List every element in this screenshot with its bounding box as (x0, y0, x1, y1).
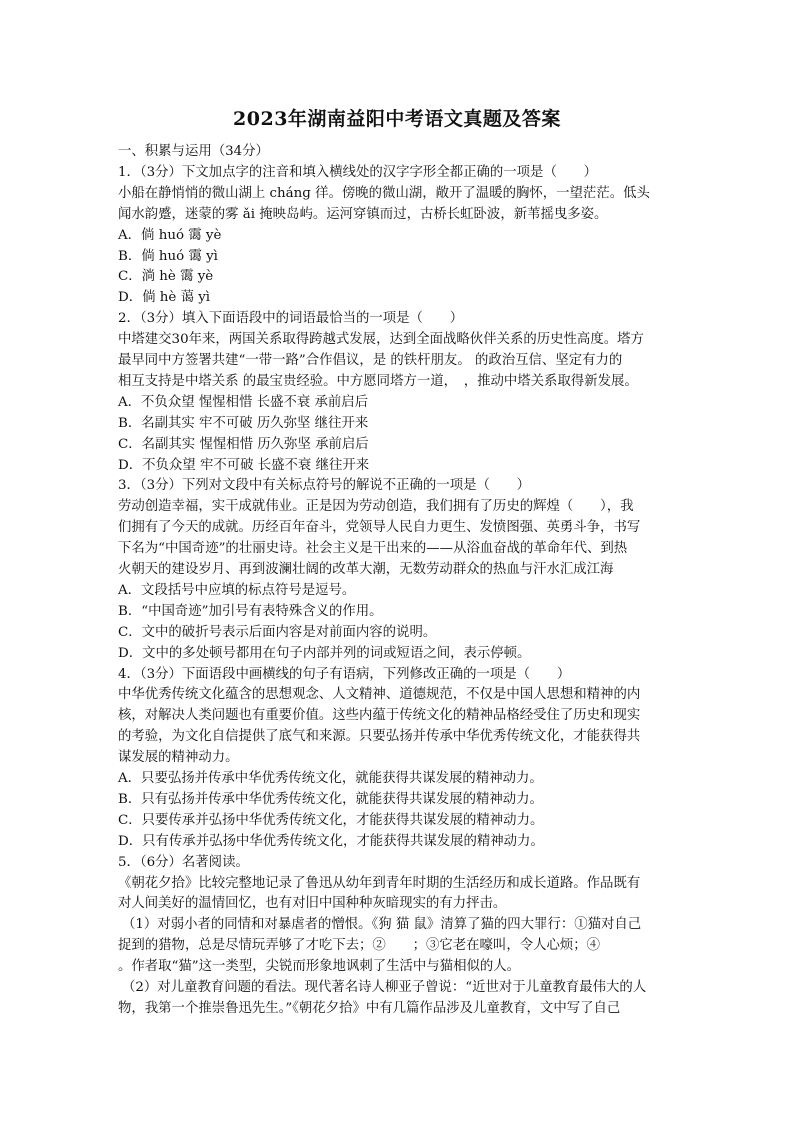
text-line: 劳动创造幸福，实干成就伟业。正是因为劳动创造，我们拥有了历史的辉煌（ ），我 (118, 499, 634, 515)
text-line: A．文段括号中应填的标点符号是逗号。 (118, 582, 356, 598)
text-line: 小船在静悄悄的微山湖上 chánɡ 徉。傍晚的微山湖，敞开了温暖的胸怀，一望茫茫。低头 (118, 185, 650, 201)
text-line: 最早同中方签署共建“一带一路”合作倡议，是 的铁杆朋友。 的政治互信、坚定有力的 (118, 353, 623, 368)
text-line: B．“中国奇迹”加引号有表特殊含义的作用。 (118, 603, 383, 619)
text-line: D．只有传承并弘扬中华优秀传统文化，才能获得共谋发展的精神动力。 (118, 833, 544, 849)
text-line: 火朝天的建设岁月、再到波澜壮阔的改革大潮，无数劳动群众的热血与汗水汇成江海 (118, 562, 614, 577)
text-line: 2．（3分）填入下面语段中的词语最恰当的一项是（ ） (118, 311, 464, 327)
document-title: 2023年湖南益阳中考语文真题及答案 (233, 108, 561, 130)
text-line: C．淌 hè 霭 yè (118, 269, 214, 285)
text-line: B．名副其实 牢不可破 历久弥坚 继往开来 (118, 415, 369, 431)
text-line: D．文中的多处顿号都用在句子内部并列的词或短语之间，表示停顿。 (118, 645, 531, 661)
text-line: 1．（3分）下文加点字的注音和填入横线处的汉字字形全都正确的一项是（ ） (118, 164, 598, 180)
text-line: D．倘 hè 蔼 yì (118, 290, 211, 306)
text-line: C．文中的破折号表示后面内容是对前面内容的说明。 (118, 624, 437, 640)
text-line: 下名为“中国奇迹”的壮丽史诗。社会主义是干出来的——从浴血奋战的革命年代、到热 (118, 541, 628, 557)
text-line: B．只有弘扬并传承中华优秀传统文化，就能获得共谋发展的精神动力。 (118, 791, 543, 807)
text-line: 4．（3分）下面语段中画横线的句子有语病，下列修改正确的一项是（ ） (118, 666, 571, 682)
text-line: 中塔建交30年来，两国关系取得跨越式发展，达到全面战略伙伴关系的历史性高度。塔方 (118, 332, 644, 348)
text-line: C．只要传承并弘扬中华优秀传统文化，才能获得共谋发展的精神动力。 (118, 812, 544, 828)
text-line: （1）对弱小者的同情和对暴虐者的憎恨。《狗 猫 鼠》清算了猫的四大罪行：①猫对自己 (122, 917, 642, 933)
text-line: （2）对儿童教育问题的看法。现代著名诗人柳亚子曾说：“近世对于儿童教育最伟大的人 (122, 980, 647, 995)
text-line: B．倘 huó 霭 yì (118, 248, 218, 264)
text-line: 的考验，为文化自信提供了底气和来源。只要弘扬并传承中华优秀传统文化，才能获得共 (118, 729, 641, 745)
text-line: 核，对解决人类问题也有重要价值。这些内蕴于传统文化的精神品格经受住了历史和现实 (118, 708, 641, 724)
text-line: 闻水韵蹙，迷蒙的雾 ǎi 掩映岛屿。运河穿镇而过，古桥长虹卧波，新苇摇曳多姿。 (118, 206, 608, 222)
text-line: 捉到的猎物，总是尽情玩弄够了才吃下去；② ；③它老在嚎叫，令人心烦；④ (118, 938, 601, 954)
text-line: C．名副其实 惺惺相惜 历久弥坚 承前启后 (118, 436, 369, 452)
text-line: 5．（6分）名著阅读。 (118, 854, 249, 870)
text-line: 《朝花夕拾》比较完整地记录了鲁迅从幼年到青年时期的生活经历和成长道路。作品既有 (118, 875, 641, 891)
text-line: 对人间美好的温情回忆，也有对旧中国种种灰暗现实的有力抨击。 (118, 896, 507, 912)
text-line: 物，我第一个推崇鲁迅先生。”《朝花夕拾》中有几篇作品涉及儿童教育，文中写了自己 (118, 1000, 621, 1016)
text-line: A．只要弘扬并传承中华优秀传统文化，就能获得共谋发展的精神动力。 (118, 771, 543, 786)
text-line: D．不负众望 牢不可破 长盛不衰 继往开来 (118, 457, 370, 473)
text-line: 一、积累与运用（34分） (118, 144, 269, 159)
text-line: A．倘 huó 霭 yè (118, 227, 222, 243)
text-line: 相互支持是中塔关系 的最宝贵经验。中方愿同塔方一道， ，推动中塔关系取得新发展。 (118, 373, 638, 389)
text-line: A．不负众望 惺惺相惜 长盛不衰 承前启后 (118, 394, 369, 410)
text-line: 。作者取“猫”这一类型，尖锐而形象地讽刺了生活中与猫相似的人。 (118, 959, 521, 975)
text-line: 谋发展的精神动力。 (118, 750, 239, 766)
text-line: 3．（3分）下列对文段中有关标点符号的解说不正确的一项是（ ） (118, 478, 531, 494)
text-line: 中华优秀传统文化蕴含的思想观念、人文精神、道德规范，不仅是中国人思想和精神的内 (118, 687, 641, 703)
text-line: 们拥有了今天的成就。历经百年奋斗，党领导人民自力更生、发愤图强、英勇斗争，书写 (118, 520, 641, 536)
